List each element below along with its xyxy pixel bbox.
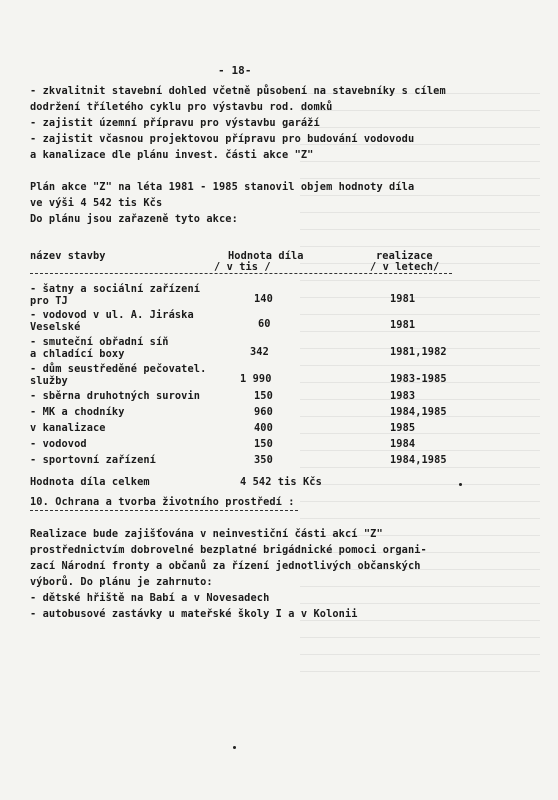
bullet-line: - zajistit včasnou projektovou přípravu pro budování vodovodu	[30, 133, 415, 145]
column-header-name: název stavby	[30, 250, 106, 262]
table-row-value: 1 990	[240, 373, 272, 385]
section-line: zací Národní fronty a občanů za řízení jednotlivých občanských	[30, 560, 421, 572]
section-title: 10. Ochrana a tvorba životního prostředí :	[30, 496, 295, 508]
table-row-name: pro TJ	[30, 295, 68, 307]
header-rule	[30, 273, 452, 274]
bullet-line: - zajistit územní přípravu pro výstavbu garáží	[30, 117, 320, 129]
table-row-name: - smuteční obřadní síň	[30, 336, 169, 348]
table-row-name: - vodovod v ul. A. Jiráska	[30, 309, 194, 321]
column-header-year: realizace	[376, 250, 433, 262]
bullet-line: a kanalizace dle plánu invest. části akce "Z"	[30, 149, 314, 161]
column-header-year-unit: / v letech/	[370, 261, 440, 273]
page-number: - 18-	[218, 64, 252, 77]
table-row-year: 1981,1982	[390, 346, 447, 358]
bullet-line: dodržení tříletého cyklu pro výstavbu rod. domků	[30, 101, 333, 113]
table-row-value: 150	[254, 438, 273, 450]
plan-line: Do plánu jsou zařazeně tyto akce:	[30, 213, 238, 225]
table-row-year: 1983-1985	[390, 373, 447, 385]
table-row-name: - sportovní zařízení	[30, 454, 156, 466]
table-row-value: 60	[258, 318, 271, 330]
total-label: Hodnota díla celkem	[30, 476, 150, 488]
table-row-value: 960	[254, 406, 273, 418]
table-row-value: 350	[254, 454, 273, 466]
table-row-year: 1983	[390, 390, 416, 402]
plan-line: ve výši 4 542 tis Kčs	[30, 197, 163, 209]
table-row-year: 1984,1985	[390, 406, 447, 418]
table-row-value: 400	[254, 422, 273, 434]
table-row-name: - MK a chodníky	[30, 406, 125, 418]
total-value: 4 542 tis Kčs	[240, 476, 322, 488]
table-row-year: 1985	[390, 422, 416, 434]
table-row-name: - šatny a sociální zařízení	[30, 283, 201, 295]
table-row-name: a chladící boxy	[30, 348, 125, 360]
table-row-value: 342	[250, 346, 269, 358]
table-row-name: - sběrna druhotných surovin	[30, 390, 201, 402]
table-row-year: 1981	[390, 319, 416, 331]
section-bullet: - dětské hřiště na Babí a v Novesadech	[30, 592, 270, 604]
table-row-name: v kanalizace	[30, 422, 106, 434]
stray-mark	[233, 746, 236, 749]
table-row-year: 1984	[390, 438, 416, 450]
table-row-name: služby	[30, 375, 68, 387]
column-header-value: Hodnota díla	[228, 250, 304, 262]
table-row-name: Veselské	[30, 321, 81, 333]
table-row-value: 140	[254, 293, 273, 305]
plan-line: Plán akce "Z" na léta 1981 - 1985 stanovil objem hodnoty díla	[30, 181, 415, 193]
table-row-name: - dům seustředěné pečovatel.	[30, 363, 207, 375]
table-row-year: 1984,1985	[390, 454, 447, 466]
table-row-value: 150	[254, 390, 273, 402]
section-title-underline	[30, 510, 298, 511]
bullet-line: - zkvalitnit stavební dohled včetně působení na stavebníky s cílem	[30, 85, 446, 97]
column-header-value-unit: / v tis /	[214, 261, 271, 273]
section-line: prostřednictvím dobrovelné bezplatné brigádnické pomoci organi-	[30, 544, 427, 556]
stray-mark	[459, 483, 462, 486]
table-row-name: - vodovod	[30, 438, 87, 450]
table-row-year: 1981	[390, 293, 416, 305]
section-bullet: - autobusové zastávky u mateřské školy I a v Kolonii	[30, 608, 358, 620]
section-line: Realizace bude zajišťována v neinvestiční části akcí "Z"	[30, 528, 383, 540]
section-line: výborů. Do plánu je zahrnuto:	[30, 576, 213, 588]
